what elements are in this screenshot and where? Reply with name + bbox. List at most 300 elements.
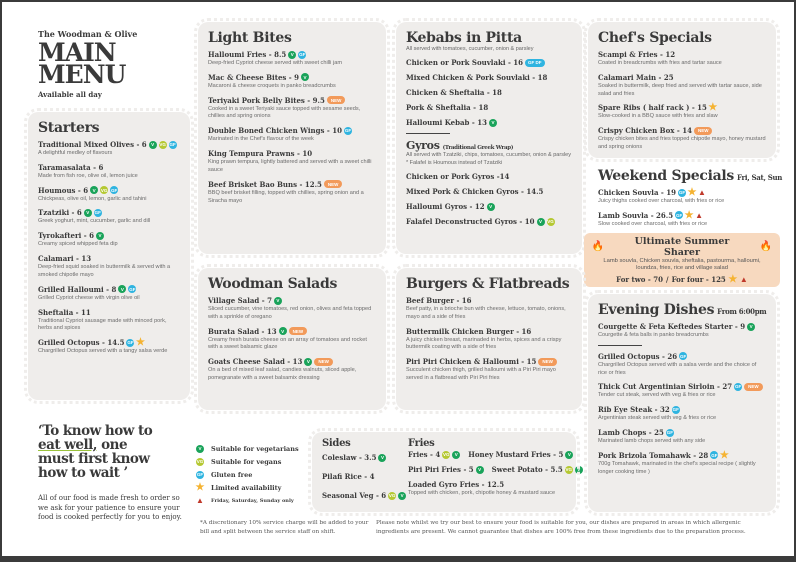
gyros-title-text: Gyros [406, 139, 440, 153]
menu-item-name: Chicken or Pork Souvlaki - 16 [406, 58, 524, 68]
menu-item-heading [598, 427, 766, 438]
menu-item [598, 404, 766, 423]
menu-item-description: Slow cooked over charcoal, with fries or rice [598, 220, 708, 227]
menu-item [598, 187, 766, 206]
section-title: Woodman Salads [208, 276, 338, 292]
menu-item-name: Beef Burger - 16 [406, 296, 472, 305]
menu-item [492, 464, 583, 475]
gluten-free-icon: GF [111, 187, 118, 193]
gluten-free-icon: GF [94, 210, 101, 216]
vegetarian-icon: V [565, 451, 573, 459]
menu-item-name: Village Salad - 7 [208, 296, 272, 305]
menu-item-description: Grilled Cypriot cheese with virgin olive oil [38, 294, 140, 301]
menu-item-description: King prawn tempura, lightly battered and served with a sweet chilli sauce [208, 159, 372, 173]
gluten-free-icon: GF [672, 407, 679, 413]
menu-item [208, 49, 376, 68]
menu-item-heading [598, 321, 766, 332]
vegan-icon: VG [388, 493, 396, 498]
menu-item-heading [38, 337, 180, 348]
sharer-title: Ultimate Summer Sharer [634, 235, 730, 258]
menu-item [38, 307, 180, 334]
menu-item-heading [406, 87, 572, 98]
vegetarian-icon: V [489, 119, 497, 127]
availability-note: Available all day [38, 90, 102, 99]
star-icon: ★ [135, 337, 145, 349]
menu-item [408, 479, 583, 498]
section-title [598, 302, 766, 318]
menu-item [38, 337, 180, 356]
menu-item-name: Halloumi Fries - 8.5 [208, 50, 287, 59]
menu-item-heading [406, 102, 572, 113]
menu-item-name: Coleslaw - 3.5 [322, 453, 377, 462]
menu-item-heading [598, 49, 766, 60]
menu-item [208, 326, 376, 353]
vegetarian-icon: V [476, 466, 484, 474]
menu-item-description: Made from fish roe, olive oil, lemon juice [38, 172, 138, 179]
menu-item-description: Coated in breadcrumbs with fries and tartar sauce [598, 60, 722, 66]
menu-item [208, 72, 376, 91]
vegetarian-icon: V [398, 492, 406, 500]
salads-section [198, 268, 386, 410]
menu-item [38, 139, 180, 158]
weekend-only-icon: ▲ [695, 210, 704, 220]
menu-item-name: Traditional Mixed Olives - 6 [38, 140, 147, 149]
menu-item-name: Piri Piri Chicken & Halloumi - 15 [406, 357, 537, 367]
chefs-specials-section [588, 22, 776, 158]
menu-item-name: Courgette & Feta Keftedes Starter - 9 [598, 322, 746, 331]
service-charge-note: *A discretionary 10% service charge will be added to your bill and split between the service staff on shift. [200, 520, 369, 535]
gluten-free-icon: GF [127, 340, 134, 346]
menu-item-name: Fries - 4 [408, 450, 441, 459]
gyros-subtitle: (Traditional Greek Wrap) [442, 145, 514, 152]
menu-item-heading [492, 464, 583, 475]
menu-item-description: Creamy spiced whipped feta dip [38, 241, 118, 248]
menu-item-description: Marinated in the Chef's flavour of the week [208, 136, 314, 143]
menu-item-name: Lamb Chops - 25 [598, 428, 664, 438]
menu-item [208, 179, 376, 206]
star-icon: ★ [195, 482, 205, 493]
menu-item-heading [408, 464, 484, 475]
menu-item [598, 49, 766, 68]
menu-item-description: Chargrilled Octopus served with a salsa verde and the choice of rice or fries [598, 361, 757, 376]
menu-item-name: Rib Eye Steak - 32 [598, 405, 670, 415]
menu-item-description: Soaked in buttermilk, deep fried and served with tartar sauce, side salad and fries [598, 82, 762, 97]
menu-item-heading [208, 72, 376, 83]
menu-item [38, 207, 180, 226]
menu-item [38, 185, 180, 204]
menu-item-description: A delightful medley of flavours [38, 150, 113, 156]
gluten-free-icon: GF [196, 472, 204, 477]
legend-label: Gluten free [211, 470, 253, 479]
legend-label: Suitable for vegans [211, 457, 282, 466]
menu-item-name: Crispy Chicken Box - 14 [598, 126, 692, 136]
menu-item-description: Chickpeas, olive oil, lemon, garlic and tahini [38, 195, 147, 202]
menu-item-name: Halloumi Kebab - 13 [406, 118, 487, 128]
menu-item-description: On a bed of mixed leaf salad, candies walnuts, sliced apple, pomegranate with a sweet balsamix dressing [208, 367, 357, 382]
menu-item-heading [598, 381, 766, 392]
menu-item-heading [208, 49, 376, 60]
menu-item-description: Deep-fried squid soaked in buttermilk & served with a smoked chipotle mayo [38, 264, 171, 278]
menu-item [208, 125, 376, 144]
separator: / [666, 275, 669, 285]
menu-item-heading [598, 72, 766, 83]
vegetarian-icon: V [537, 218, 545, 226]
menu-item-heading [406, 356, 572, 367]
menu-item-heading [38, 162, 180, 173]
legend-label: Limited availability [211, 483, 282, 492]
menu-item-name: Pilafi Rice - 4 [322, 472, 375, 481]
evening-dishes-section [588, 294, 776, 512]
quote-line: eat well, [38, 437, 97, 453]
vegetarian-icon: V [301, 73, 309, 81]
menu-item-description: BBQ beef brisket filling, topped with chillies, spring onion and a Siracha mayo [208, 189, 364, 204]
menu-item-heading [598, 450, 766, 461]
gluten-free-icon: GF [169, 142, 176, 147]
section-title: Starters [38, 120, 100, 136]
menu-header [38, 29, 137, 99]
menu-item-name: Scampi & Fries - 12 [598, 50, 676, 59]
star-icon: ★ [728, 274, 738, 286]
menu-item [208, 295, 376, 322]
menu-item-heading [38, 207, 180, 218]
vegetarian-icon: V [378, 454, 386, 462]
vegetarian-icon: V [279, 327, 287, 335]
menu-item [406, 326, 572, 353]
menu-item-heading [38, 185, 180, 196]
menu-item [408, 449, 460, 460]
menu-item-heading [406, 117, 572, 128]
vegan-icon: VG [565, 467, 572, 472]
menu-item-name: Mixed Pork & Chicken Gyros - 14.5 [406, 187, 544, 197]
menu-item-heading [408, 449, 460, 460]
menu-item-heading [38, 253, 180, 264]
menu-item-name: Mac & Cheese Bites - 9 [208, 72, 299, 82]
menu-item-name: Calamari - 13 [38, 254, 92, 264]
gyros-title [406, 139, 572, 152]
light-bites-section [198, 22, 386, 254]
menu-item-description: Macaroni & cheese croquets in panko breadcrumbs [208, 82, 336, 89]
star-icon: ★ [708, 102, 718, 114]
burgers-section [396, 268, 582, 410]
menu-item [406, 57, 572, 68]
legend-item [196, 494, 299, 507]
menu-item [598, 381, 766, 400]
new-badge: NEW [289, 327, 308, 335]
menu-item-name: Grilled Halloumi - 8 [38, 284, 117, 294]
menu-item-name: Tyrokafteri - 6 [38, 231, 94, 241]
menu-item-heading [406, 72, 572, 83]
menu-item-heading [598, 102, 766, 113]
fire-icon: 🔥 [591, 241, 605, 253]
menu-item-heading [322, 490, 404, 501]
menu-item [406, 171, 572, 182]
allergen-note: Please note whilst we try our best to ensure your food is suitable for you, our dishes are prepared in areas in which allergenic ingredients are present. We cannot guarantee that dishes are 100% free from these ingredients due to the preparation process. [376, 520, 746, 535]
weekend-only-icon: ▲ [698, 188, 706, 197]
menu-item [598, 321, 766, 340]
menu-item-name: Tzatziki - 6 [38, 208, 82, 218]
menu-item-name: Chicken or Pork Gyros -14 [406, 172, 510, 182]
menu-item-description: Marinated lamb chops served with any side [598, 438, 706, 445]
vegetarian-icon: V [575, 466, 583, 474]
menu-item-heading [406, 295, 572, 306]
menu-item [38, 230, 180, 249]
menu-item [598, 210, 766, 229]
menu-item [406, 72, 572, 83]
menu-item [38, 253, 180, 280]
new-badge: NEW [314, 358, 333, 366]
menu-item-name: Lamb Souvla - 26.5 [598, 210, 674, 220]
section-title: Kebabs in Pitta [406, 30, 522, 46]
menu-item [322, 471, 394, 482]
menu-item-name: Honey Mustard Fries - 5 [468, 450, 564, 459]
menu-item [406, 117, 572, 128]
menu-item-name: Loaded Gyro Fries - 12.5 [408, 480, 505, 489]
menu-item [598, 351, 766, 378]
menu-item [408, 464, 484, 475]
new-badge: NEW [744, 383, 763, 391]
menu-item-name: Mixed Chicken & Pork Souvlaki - 18 [406, 73, 548, 83]
section-title: Light Bites [208, 30, 292, 46]
menu-item-heading [468, 449, 573, 460]
menu-item-name: Pork & Sheftalia - 18 [406, 103, 489, 113]
menu-item-heading [322, 452, 394, 463]
menu-item-heading [208, 295, 376, 306]
section-title: Chef's Specials [598, 30, 712, 46]
menu-item [406, 186, 572, 197]
evening-title: Evening Dishes [598, 302, 715, 318]
menu-item-heading [598, 351, 766, 362]
vegan-icon: VG [100, 187, 108, 193]
vegan-icon: VG [196, 459, 204, 464]
menu-item-name: Teriyaki Pork Belly Bites - 9.5 [208, 95, 325, 105]
menu-item-heading [208, 179, 376, 190]
menu-item-name: Chicken Souvla - 19 [598, 188, 677, 197]
quote-line: ‘To know how to [38, 423, 153, 439]
menu-item [406, 356, 572, 383]
menu-item-heading [598, 210, 766, 221]
menu-item [598, 102, 766, 121]
sides-fries-section [312, 432, 581, 512]
quote-line: how to wait ’ [38, 465, 128, 481]
legend-item [196, 468, 299, 481]
menu-item-name: Houmous - 6 [38, 185, 89, 195]
menu-item-heading [208, 356, 376, 367]
weekend-specials-section [588, 162, 783, 288]
menu-item [208, 95, 376, 122]
menu-item-heading [208, 148, 376, 159]
menu-item-name: Grilled Octopus - 26 [598, 351, 678, 361]
menu-item-name: Buttermilk Chicken Burger - 16 [406, 326, 532, 336]
gluten-free-icon: GF [675, 212, 683, 218]
star-icon: ★ [684, 209, 694, 221]
divider [406, 133, 450, 134]
menu-item [598, 125, 766, 152]
menu-item [468, 449, 573, 460]
menu-item-description: 700g Tomahawk, marinated in the chef's special recipe ( slightly longer cooking time ) [598, 460, 756, 475]
menu-item-heading [322, 471, 394, 482]
legend-label: Suitable for vegetarians [211, 444, 299, 453]
vegetarian-icon: V [90, 186, 98, 194]
summer-sharer [584, 233, 780, 288]
menu-item-name: Halloumi Gyros - 12 [406, 202, 485, 212]
vegan-icon: VG [547, 219, 554, 225]
menu-item-heading [38, 139, 180, 150]
menu-item-name: Grilled Octopus - 14.5 [38, 338, 125, 348]
quote [38, 424, 188, 480]
vegetarian-icon: V [452, 451, 460, 459]
vegetarian-icon: V [196, 445, 204, 453]
vegetarian-icon: V [747, 323, 755, 331]
weekend-only-icon: ▲ [739, 275, 748, 285]
menu-item-description: A juicy chicken breast, marinaded in herbs, spices and a crispy buttermilk coating with a side of fries [406, 336, 562, 351]
menu-item-heading [408, 479, 583, 490]
menu-item-name: Burata Salad - 13 [208, 326, 277, 336]
menu-item-heading [208, 95, 376, 106]
menu-item-description: Topped with chicken, pork, chipotle honey & mustard sauce [408, 490, 556, 496]
legend-item [196, 481, 299, 494]
dietary-legend [196, 442, 299, 507]
fries-title: Fries [408, 438, 435, 449]
menu-item-description: Crispy chicken bites and fries topped chipotle mayo, honey mustard and spring onions [598, 136, 766, 151]
sharer-price-two: For two - 70 [616, 275, 664, 285]
menu-title-line2: MENU [38, 60, 126, 89]
legend-item [196, 455, 299, 468]
menu-item-description: Greek yoghurt, mint, cucumber, garlic and dill [38, 218, 151, 225]
menu-item-description: Beef patty, in a brioche bun with cheese, lettuce, tomato, onions, mayo and a side of fries [406, 306, 566, 320]
menu-item-heading [406, 326, 572, 337]
menu-item-name: Double Boned Chicken Wings - 10 [208, 126, 342, 136]
star-icon: ★ [719, 449, 729, 461]
menu-item-heading [598, 125, 766, 136]
vegetarian-icon: V [487, 203, 495, 211]
vegetarian-icon: V [149, 141, 157, 149]
new-badge: NEW [538, 358, 557, 366]
menu-item [38, 284, 180, 303]
menu-item [208, 148, 376, 175]
vegan-icon: VG [442, 452, 450, 457]
fresh-food-note: All of our food is made fresh to order so we ask for your patience to ensure your food is cooked perfectly for you to enjoy. [38, 494, 182, 521]
gluten-free-icon: GF [129, 286, 136, 292]
menu-item-description: Chargrilled Octopus served with a tangy salsa verde [38, 348, 168, 355]
menu-item-name: Falafel Deconstructed Gyros - 10 [406, 217, 535, 227]
vegan-icon: VG [159, 142, 166, 147]
menu-item-name: King Tempura Prawns - 10 [208, 149, 313, 159]
gluten-free-icon: GF [344, 128, 352, 134]
menu-item-heading [406, 201, 572, 212]
kebabs-section [396, 22, 582, 254]
menu-item-name: Spare Ribs ( half rack ) - 15 [598, 103, 707, 113]
quote-line: one [96, 437, 128, 453]
section-title: Burgers & Flatbreads [406, 276, 570, 292]
menu-item [406, 201, 572, 212]
section-title [598, 168, 783, 184]
menu-item-name: Chicken & Sheftalia - 18 [406, 88, 502, 98]
menu-item [322, 452, 394, 463]
menu-item-name: Pork Brizola Tomahawk - 28 [598, 450, 709, 460]
menu-item-name: Piri Piri Fries - 5 [408, 465, 474, 474]
menu-item-description: Sliced cucumber, vine tomatoes, red onion, olives and feta topped with a sprinkle of oregano [208, 306, 372, 320]
menu-item-heading [406, 186, 572, 197]
menu-item-heading [38, 307, 180, 318]
menu-item-name: Sweet Potato - 5.5 [491, 465, 563, 474]
menu-item-name: Beef Brisket Bao Buns - 12.5 [208, 179, 322, 189]
gluten-free-icon: GF [734, 384, 742, 390]
menu-item-description: Argentinian steak served with veg & fries or rice [598, 415, 717, 422]
vegetarian-icon: V [118, 285, 126, 293]
vegetarian-icon: V [288, 51, 296, 59]
sharer-price-four: For four - 125 [671, 275, 726, 285]
menu-item-heading [208, 125, 376, 136]
menu-item [38, 162, 180, 181]
menu-item-name: Calamari Main - 25 [598, 72, 674, 82]
menu-item-heading [38, 284, 180, 295]
menu-item-heading [598, 404, 766, 415]
menu-item-description: Cooked in a sweet Teriyaki sauce topped with sesame seeds, chillies and spring onions [208, 105, 361, 120]
menu-item-description: Juicy thighs cooked over charcoal, with fries or rice [598, 198, 725, 204]
vegetarian-icon: V [304, 358, 312, 366]
evening-time: From 6:00pm [717, 307, 767, 316]
vegetarian-icon: V [96, 232, 104, 240]
menu-item [406, 295, 572, 322]
menu-item-name: Seasonal Veg - 6 [322, 491, 387, 500]
menu-title [38, 38, 137, 89]
menu-item-heading [406, 57, 572, 68]
menu-item-description: Courgette & feta balls in panko breadcrumbs [598, 332, 709, 338]
menu-item-name: Goats Cheese Salad - 13 [208, 357, 303, 367]
weekend-title: Weekend Specials [598, 168, 734, 184]
vegetarian-icon: V [84, 209, 92, 217]
menu-item-description: Slow-cooked in a BBQ sauce with fries and slaw [598, 113, 718, 120]
vegetarian-icon: V [274, 297, 282, 305]
menu-item-description: Traditional Cypriot sausage made with minced pork, herbs and spices [38, 317, 167, 332]
menu-item-description: Creamy fresh burata cheese on an array of tomatoes and rocket with a sweet balsamic glaze [208, 336, 367, 351]
menu-item-heading [598, 187, 766, 198]
new-badge: NEW [324, 180, 343, 188]
legend-item [196, 442, 299, 455]
divider [598, 345, 642, 346]
gluten-free-icon: GF [299, 52, 306, 57]
legend-label: Friday, Saturday, Sunday only [211, 497, 294, 504]
menu-item-name: Taramasalata - 6 [38, 162, 104, 172]
menu-item-description: Succulent chicken thigh, grilled halloumi with a Piri Piri mayo served in a flatbread with Piri Piri fries [406, 367, 556, 382]
menu-item [598, 450, 766, 477]
sides-title: Sides [322, 438, 351, 449]
menu-title-line1: MAIN [38, 38, 116, 67]
new-badge: NEW [327, 96, 346, 104]
menu-item [406, 87, 572, 98]
weekend-only-icon: ▲ [196, 496, 204, 505]
menu-item-heading [38, 230, 180, 241]
starters-section [28, 112, 190, 400]
menu-item-heading [406, 171, 572, 182]
quote-line: must first know [38, 451, 150, 467]
weekend-days: Fri, Sat, Sun [736, 173, 783, 182]
menu-item [598, 427, 766, 446]
gluten-free-icon: GF [678, 190, 686, 195]
menu-item-name: Sheftalia - 11 [38, 307, 91, 317]
menu-item [322, 490, 404, 501]
fire-icon: 🔥 [759, 241, 773, 253]
gluten-free-icon: GF [666, 430, 674, 436]
section-note: All served with tomatoes, cucumber, onion & parsley [406, 46, 534, 52]
menu-item [406, 216, 572, 227]
menu-item-name: Thick Cut Argentinian Sirloin - 27 [598, 382, 733, 392]
restaurant-name: The Woodman & Olive [38, 29, 138, 39]
menu-item-heading [406, 216, 572, 227]
star-icon: ★ [687, 187, 697, 198]
menu-item-description: Deep-fried Cypriot cheese served with sweet chilli jam [208, 60, 342, 66]
menu-item-heading [208, 326, 376, 337]
